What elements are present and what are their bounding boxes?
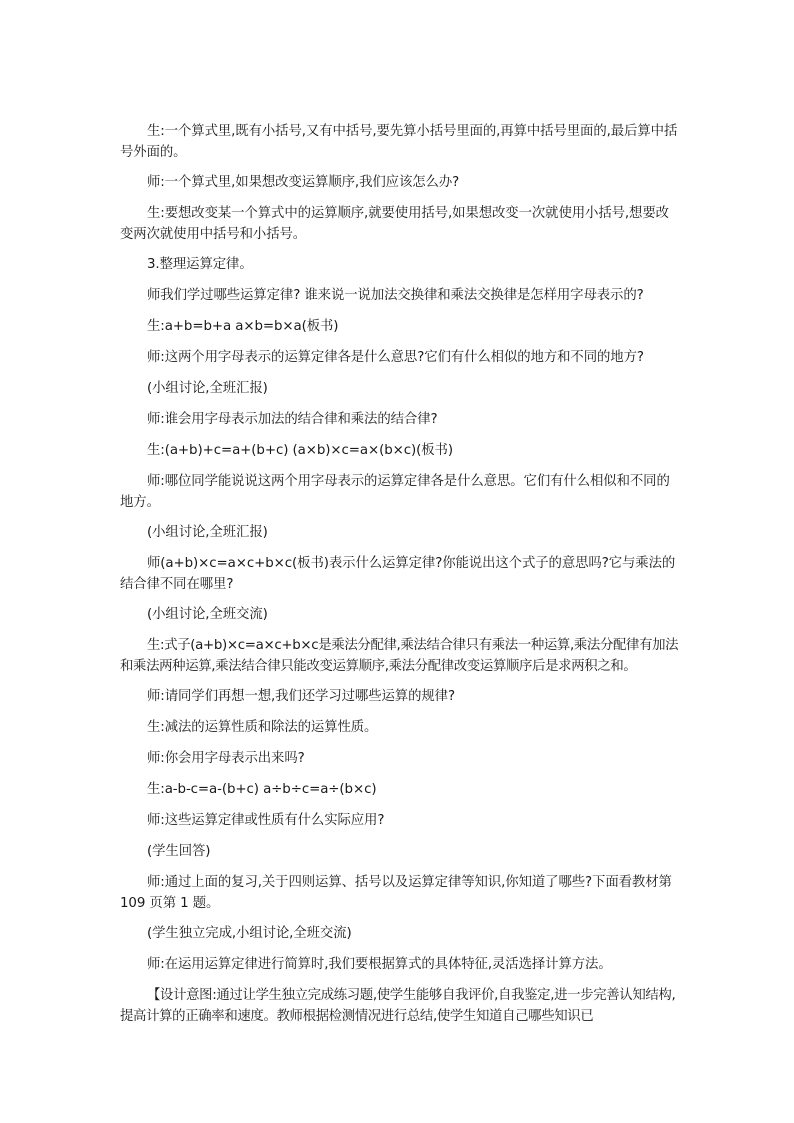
paragraph-5: 师我们学过哪些运算定律? 谁来说一说加法交换律和乘法交换律是怎样用字母表示的? xyxy=(147,288,644,303)
paragraph-24: 师:在运用运算定律进行简算时,我们要根据算式的具体特征,灵活选择计算方法。 xyxy=(147,957,612,972)
paragraph-17: 生:减法的运算性质和除法的运算性质。 xyxy=(147,720,378,735)
paragraph-21: (学生回答) xyxy=(147,844,211,859)
paragraph-23: (学生独立完成,小组讨论,全班交流) xyxy=(147,926,352,941)
paragraph-19: 生:a-b-c=a-(b+c) a÷b÷c=a÷(b×c) xyxy=(147,782,377,797)
paragraph-20: 师:这些运算定律或性质有什么实际应用? xyxy=(147,813,385,828)
paragraph-9: 师:谁会用字母表示加法的结合律和乘法的结合律? xyxy=(147,412,438,427)
paragraph-1: 生:一个算式里,既有小括号,又有中括号,要先算小括号里面的,再算中括号里面的,最后算中括号外面的。 xyxy=(120,124,678,160)
paragraph-2: 师:一个算式里,如果想改变运算顺序,我们应该怎么办? xyxy=(147,175,460,190)
paragraph-8: (小组讨论,全班汇报) xyxy=(147,381,268,396)
paragraph-10: 生:(a+b)+c=a+(b+c) (a×b)×c=a×(b×c)(板书) xyxy=(147,443,453,458)
paragraph-3: 生:要想改变某一个算式中的运算顺序,就要使用括号,如果想改变一次就使用小括号,想要改变两次就使用中括号和小括号。 xyxy=(120,206,669,242)
paragraph-18: 师:你会用字母表示出来吗? xyxy=(147,751,305,766)
paragraph-22: 师:通过上面的复习,关于四则运算、括号以及运算定律等知识,你知道了哪些?下面看教材第 109 页第 1 题。 xyxy=(120,875,672,911)
paragraph-6: 生:a+b=b+a a×b=b×a(板书) xyxy=(147,319,339,334)
paragraph-12: (小组讨论,全班汇报) xyxy=(147,525,268,540)
paragraph-15: 生:式子(a+b)×c=a×c+b×c是乘法分配律,乘法结合律只有乘法一种运算,乘法分配律有加法和乘法两种运算,乘法结合律只能改变运算顺序,乘法分配律改变运算顺序后是求两积之和。 xyxy=(120,638,679,674)
paragraph-4: 3.整理运算定律。 xyxy=(147,257,253,272)
paragraph-14: (小组讨论,全班交流) xyxy=(147,607,268,622)
paragraph-25: 【设计意图:通过让学生独立完成练习题,使学生能够自我评价,自我鉴定,进一步完善认知结构,提高计算的正确率和速度。教师根据检测情况进行总结,使学生知道自己哪些知识已 xyxy=(120,988,676,1024)
paragraph-13: 师(a+b)×c=a×c+b×c(板书)表示什么运算定律?你能说出这个式子的意思吗?它与乘法的结合律不同在哪里? xyxy=(120,556,676,592)
paragraph-16: 师:请同学们再想一想,我们还学习过哪些运算的规律? xyxy=(147,689,455,704)
paragraph-11: 师:哪位同学能说说这两个用字母表示的运算定律各是什么意思。它们有什么相似和不同的地方。 xyxy=(120,474,670,510)
paragraph-7: 师:这两个用字母表示的运算定律各是什么意思?它们有什么相似的地方和不同的地方? xyxy=(147,350,644,365)
